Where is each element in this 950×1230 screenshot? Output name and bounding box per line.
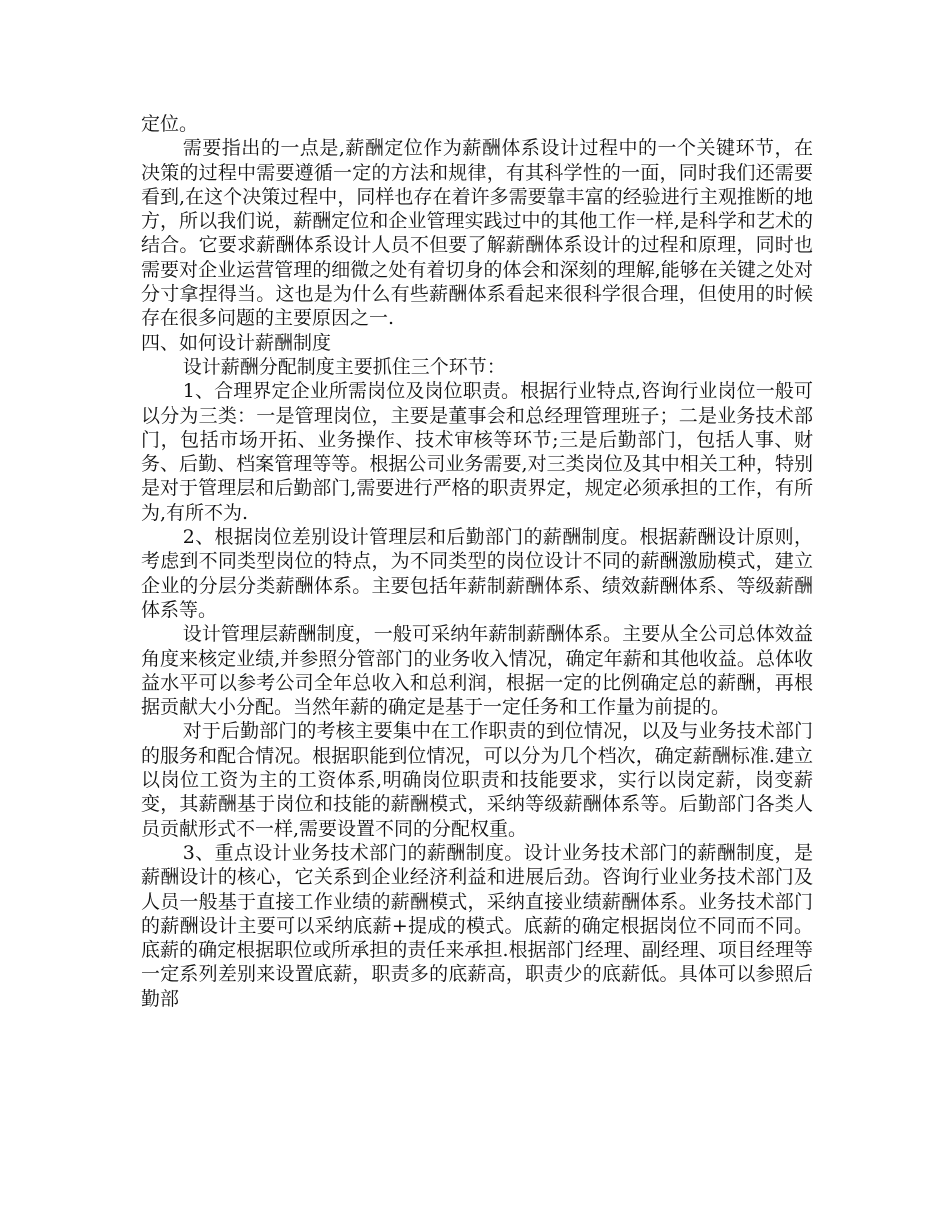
paragraph-2: 需要指出的一点是,薪酬定位作为薪酬体系设计过程中的一个关键环节，在决策的过程中需要遵循一定的方法和规律，有其科学性的一面，同时我们还需要看到,在这个决策过程中，同样也存在着许多需要靠丰富的经验进行主观推断的地方，所以我们说，薪酬定位和企业管理实践过中的其他工作一样,是科学和艺术的结合。它要求薪酬体系设计人员不但要了解薪酬体系设计的过程和原理，同时也需要对企业运营管理的细微之处有着切身的体会和深刻的理解,能够在关键之处对分寸拿捏得当。这也是为什么有些薪酬体系看起来很科学很合理，但使用的时候存在很多问题的主要原因之一. [141, 137, 813, 330]
paragraph-6: 设计管理层薪酬制度，一般可采纳年薪制薪酬体系。主要从全公司总体效益角度来核定业绩,并参照分管部门的业务收入情况，确定年薪和其他收益。总体收益水平可以参考公司全年总收入和总利润，根据一定的比例确定总的薪酬，再根据贡献大小分配。当然年薪的确定是基于一定任务和工作量为前提的。 [141, 623, 813, 719]
paragraph-3: 设计薪酬分配制度主要抓住三个环节： [182, 355, 506, 378]
paragraph-7: 对于后勤部门的考核主要集中在工作职责的到位情况，以及与业务技术部门的服务和配合情况。根据职能到位情况，可以分为几个档次，确定薪酬标准.建立以岗位工资为主的工资体系,明确岗位职责和技能要求，实行以岗定薪，岗变薪变，其薪酬基于岗位和技能的薪酬模式，采纳等级薪酬体系等。后勤部门各类人员贡献形式不一样,需要设置不同的分配权重。 [141, 720, 813, 840]
paragraph-5: 2、根据岗位差别设计管理层和后勤部门的薪酬制度。根据薪酬设计原则，考虑到不同类型岗位的特点，为不同类型的岗位设计不同的薪酬激励模式，建立企业的分层分类薪酬体系。主要包括年薪制薪酬体系、绩效薪酬体系、等级薪酬体系等。 [141, 526, 813, 621]
paragraph-4: 1、合理界定企业所需岗位及岗位职责。根据行业特点,咨询行业岗位一般可以分为三类：一是管理岗位，主要是董事会和总经理管理班子；二是业务技术部门，包括市场开拓、业务操作、技术审核等环节;三是后勤部门，包括人事、财务、后勤、档案管理等等。根据公司业务需要,对三类岗位及其中相关工种，特别是对于管理层和后勤部门,需要进行严格的职责界定，规定必须承担的工作，有所为,有所不为. [141, 380, 813, 524]
section-heading-4: 四、如何设计薪酬制度 [141, 331, 332, 354]
document-page [141, 112, 813, 1011]
paragraph-8: 3、重点设计业务技术部门的薪酬制度。设计业务技术部门的薪酬制度，是薪酬设计的核心，它关系到企业经济利益和进展后劲。咨询行业业务技术部门及人员一般基于直接工作业绩的薪酬模式，采纳直接业绩薪酬体系。业务技术部门的薪酬设计主要可以采纳底薪+提成的模式。底薪的确定根据岗位不同而不同。底薪的确定根据职位或所承担的责任来承担.根据部门经理、副经理、项目经理等一定系列差别来设置底薪，职责多的底薪高，职责少的底薪低。具体可以参照后勤部 [141, 841, 813, 1010]
paragraph-1: 定位。 [141, 113, 199, 135]
